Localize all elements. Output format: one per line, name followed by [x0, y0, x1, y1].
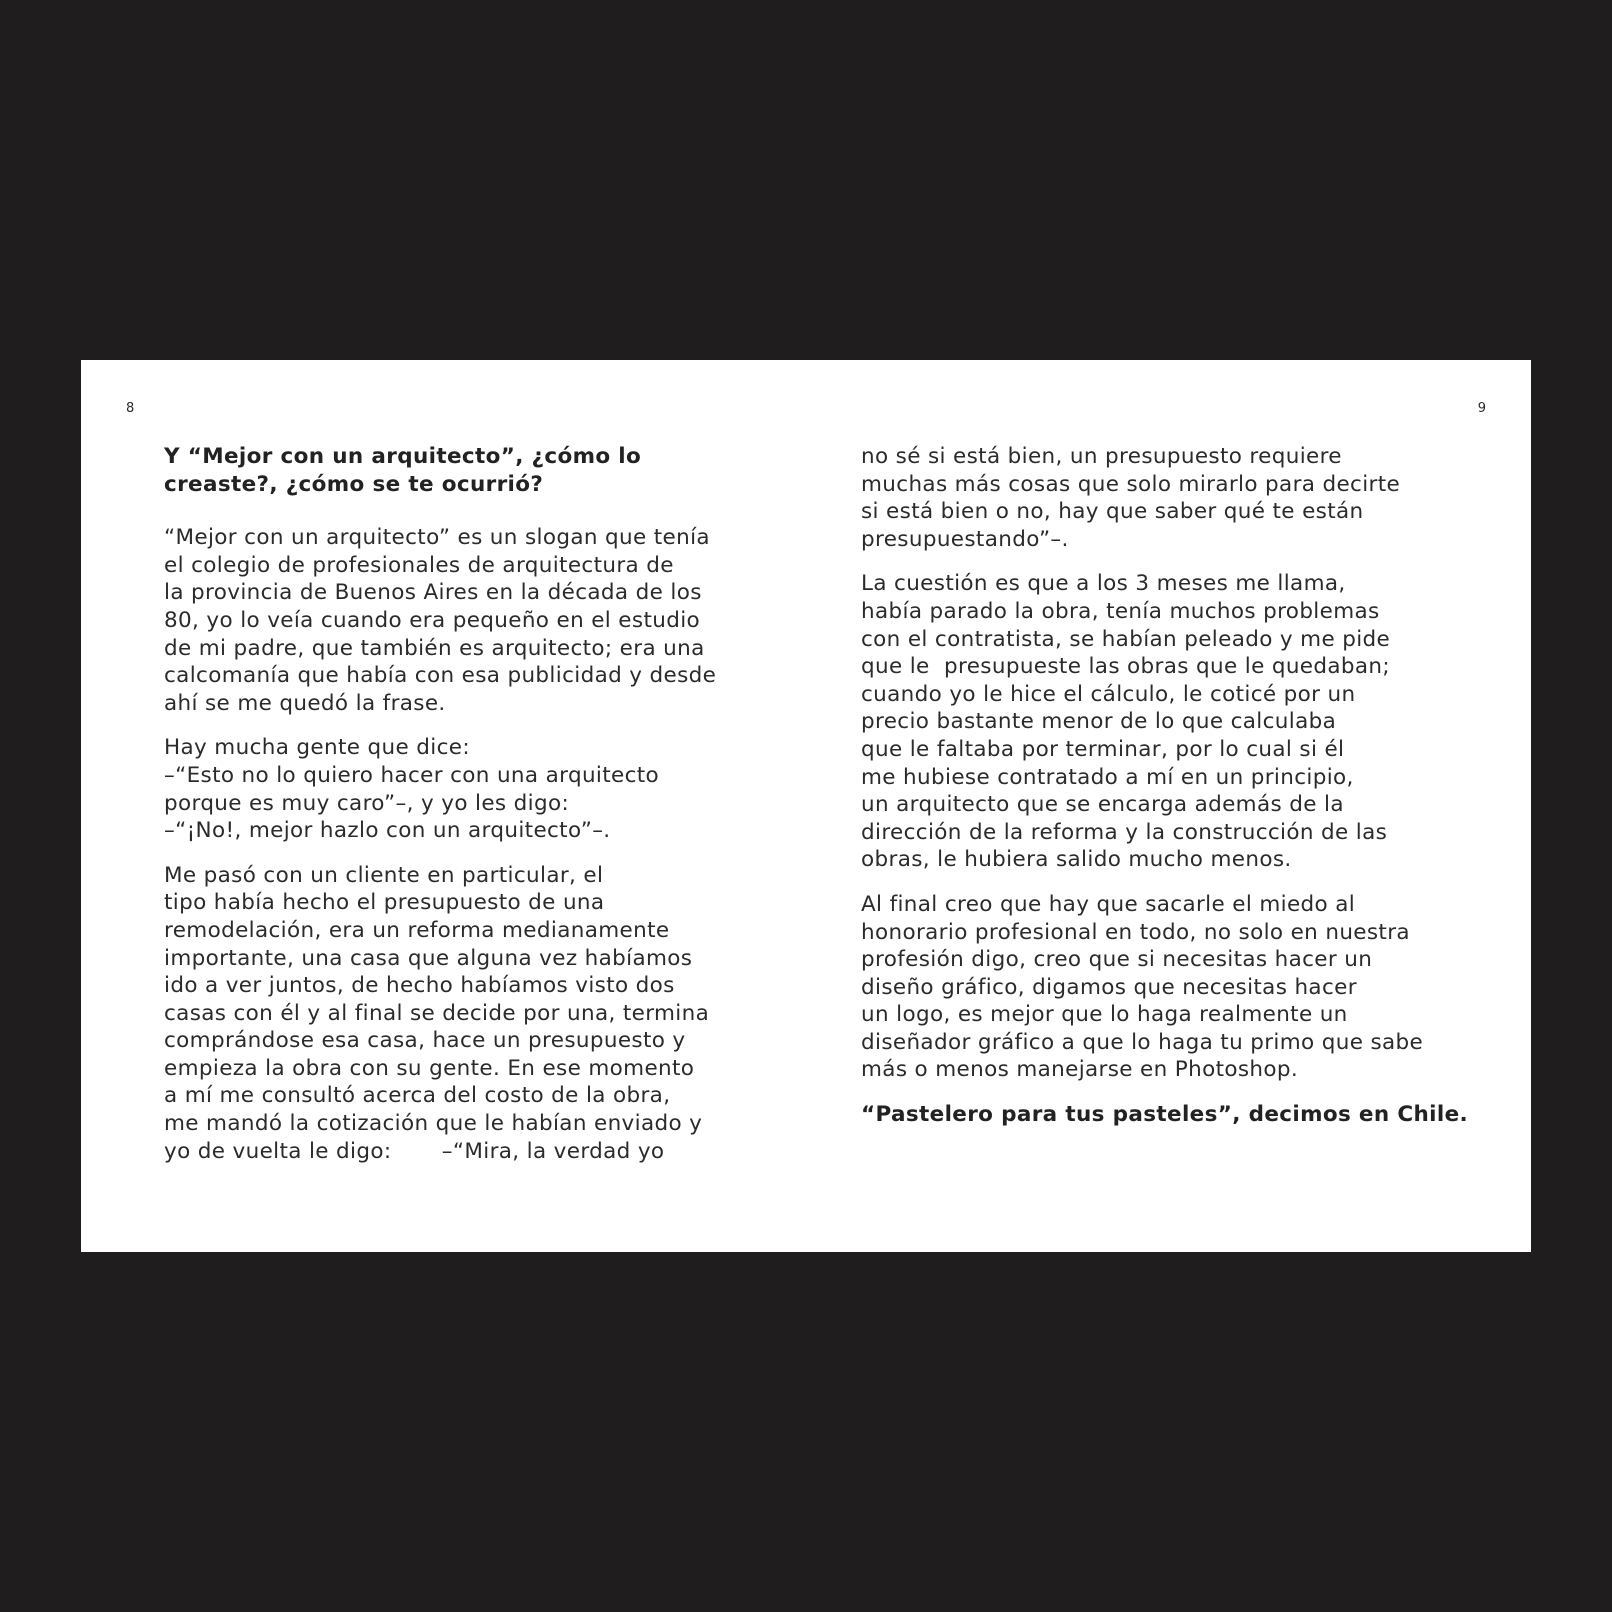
text-line: había parado la obra, tenía muchos problemas — [861, 598, 1380, 624]
closing-line: “Pastelero para tus pasteles”, decimos en Chile. — [861, 1102, 1469, 1128]
text-line: empieza la obra con su gente. En ese momento — [164, 1055, 695, 1081]
text-line: que le presupueste las obras que le quedaban; — [861, 654, 1390, 680]
text-line: ido a ver juntos, de hecho habíamos visto dos — [164, 973, 675, 999]
question-line: creaste?, ¿cómo se te ocurrió? — [164, 471, 544, 497]
text-line: que le faltaba por terminar, por lo cual si él — [861, 736, 1345, 762]
text-line: profesión digo, creo que si necesitas hacer un — [861, 947, 1373, 973]
text-line: un logo, es mejor que lo haga realmente un — [861, 1002, 1348, 1028]
text-line: La cuestión es que a los 3 meses me llama, — [861, 571, 1346, 597]
paragraph — [861, 443, 1471, 553]
text-line: me mandó la cotización que le habían enviado y — [164, 1111, 703, 1137]
text-line: presupuestando”–. — [861, 526, 1069, 552]
text-line: remodelación, era un reforma medianamente — [164, 917, 670, 943]
paragraph — [861, 570, 1471, 874]
left-column — [164, 443, 774, 1182]
question-line: Y “Mejor con un arquitecto”, ¿cómo lo — [164, 444, 642, 469]
text-line: muchas más cosas que solo mirarlo para decirte — [861, 471, 1401, 497]
text-line: Me pasó con un cliente en particular, el — [164, 862, 604, 888]
text-line: diseño gráfico, digamos que necesitas hacer — [861, 974, 1357, 1000]
text-line: con el contratista, se habían peleado y me pide — [861, 626, 1391, 652]
text-line: “Mejor con un arquitecto” es un slogan que tenía — [164, 525, 710, 551]
text-line: la provincia de Buenos Aires en la década de los — [164, 580, 702, 606]
text-line: Al final creo que hay que sacarle el miedo al — [861, 891, 1356, 917]
text-line: casas con él y al final se decide por una, termina — [164, 1000, 710, 1026]
text-line: tipo había hecho el presupuesto de una — [164, 890, 605, 916]
text-line: cuando yo le hice el cálculo, le coticé por un — [861, 681, 1356, 707]
text-line: importante, una casa que alguna vez habíamos — [164, 945, 693, 971]
text-line: comprándose esa casa, hace un presupuesto y — [164, 1028, 686, 1054]
text-line: 80, yo lo veía cuando era pequeño en el estudio — [164, 607, 701, 633]
text-line: si está bien o no, hay que saber qué te están — [861, 499, 1364, 525]
text-line: porque es muy caro”–, y yo les digo: — [164, 790, 570, 816]
paragraph — [164, 734, 774, 844]
closing-quote — [861, 1101, 1471, 1129]
text-line: de mi padre, que también es arquitecto; era una — [164, 635, 705, 661]
page-number-left: 8 — [126, 401, 135, 416]
text-line: me hubiese contratado a mí en un principio, — [861, 764, 1354, 790]
text-line: diseñador gráfico a que lo haga tu primo que sabe — [861, 1029, 1424, 1055]
paragraph — [861, 891, 1471, 1084]
book-spread — [81, 360, 1531, 1252]
text-line: obras, le hubiera salido mucho menos. — [861, 847, 1292, 873]
text-line: dirección de la reforma y la construcción de las — [861, 819, 1388, 845]
page-number-right: 9 — [1477, 401, 1486, 416]
paragraph — [164, 862, 774, 1166]
text-line: precio bastante menor de lo que calculaba — [861, 709, 1337, 735]
text-line: a mí me consultó acerca del costo de la obra, — [164, 1083, 671, 1109]
text-line: calcomanía que había con esa publicidad y desde — [164, 663, 717, 689]
text-line: el colegio de profesionales de arquitectura de — [164, 552, 674, 578]
text-line: Hay mucha gente que dice: — [164, 735, 470, 761]
text-line: ahí se me quedó la frase. — [164, 690, 446, 716]
text-line: –“Esto no lo quiero hacer con una arquitecto — [164, 762, 660, 788]
text-line: yo de vuelta le digo: –“Mira, la verdad yo — [164, 1138, 665, 1164]
text-line: –“¡No!, mejor hazlo con un arquitecto”–. — [164, 818, 611, 844]
paragraph — [164, 524, 774, 717]
text-line: más o menos manejarse en Photoshop. — [861, 1057, 1299, 1083]
right-column — [861, 443, 1471, 1146]
interview-question — [164, 443, 774, 498]
text-line: honorario profesional en todo, no solo en nuestra — [861, 919, 1410, 945]
text-line: no sé si está bien, un presupuesto requiere — [861, 444, 1342, 469]
text-line: un arquitecto que se encarga además de la — [861, 792, 1344, 818]
